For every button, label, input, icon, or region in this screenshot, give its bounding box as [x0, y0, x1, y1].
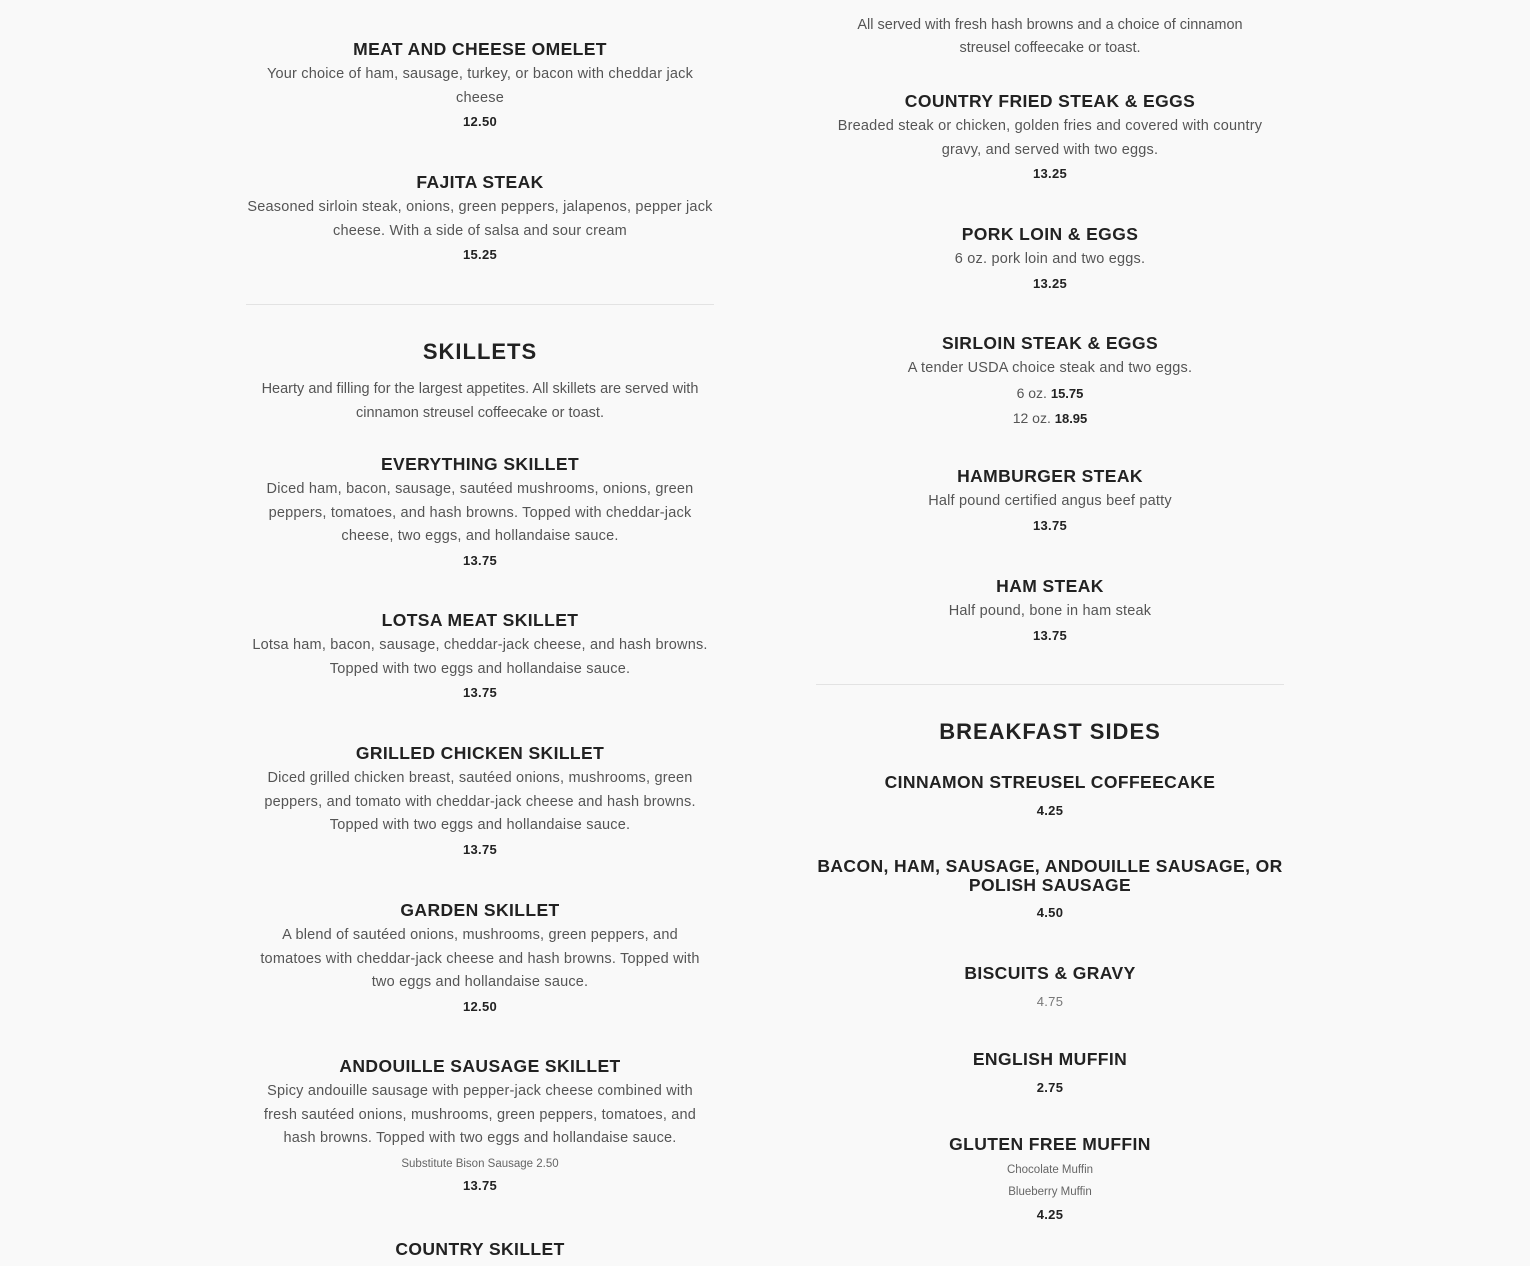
item-price: 4.50 [1036, 905, 1064, 920]
item-name: GRILLED CHICKEN SKILLET [355, 743, 605, 763]
item-description: Lotsa ham, bacon, sausage, cheddar-jack cheese, and hash browns. Topped with two eggs and hollandaise sauce. [252, 637, 708, 677]
item-description: Your choice of ham, sausage, turkey, or bacon with cheddar jack cheese [266, 66, 694, 106]
size-label: 12 oz. [1012, 409, 1051, 426]
item-description: Seasoned sirloin steak, onions, green peppers, jalapenos, pepper jack cheese. With a side of salsa and sour cream [247, 199, 713, 239]
menu-item [246, 171, 714, 265]
menu-item [816, 223, 1284, 294]
item-price: 2.75 [1036, 1080, 1064, 1095]
menu-item [246, 609, 714, 703]
menu-item [816, 1133, 1284, 1225]
item-name: COUNTRY FRIED STEAK & EGGS [904, 91, 1196, 111]
item-price: 15.25 [462, 247, 498, 262]
item-name: HAMBURGER STEAK [957, 466, 1143, 486]
item-description: A blend of sautéed onions, mushrooms, green peppers, and tomatoes with cheddar-jack cheese and hash browns. Topped with two eggs and hollandaise sauce. [260, 927, 700, 990]
item-description: Diced ham, bacon, sausage, sautéed mushrooms, onions, green peppers, tomatoes, and hash browns. Topped with cheddar-jack cheese, two eggs, and hollandaise sauce. [266, 481, 694, 544]
item-option: Blueberry Muffin [1008, 1186, 1092, 1198]
item-price: 4.25 [1036, 1207, 1064, 1222]
item-price: 13.75 [1032, 627, 1068, 643]
menu-item [246, 742, 714, 860]
menu-item [816, 962, 1284, 1012]
section-header [816, 719, 1284, 745]
item-price: 13.75 [1032, 517, 1068, 533]
item-name: BACON, HAM, SAUSAGE, ANDOUILLE SAUSAGE, OR POLISH SAUSAGE [817, 856, 1283, 895]
item-name: MEAT AND CHEESE OMELET [353, 39, 607, 59]
item-price: 13.25 [1032, 166, 1068, 181]
item-description: 6 oz. pork loin and two eggs. [954, 251, 1146, 267]
item-name: FAJITA STEAK [416, 172, 544, 192]
item-price: 4.25 [1036, 803, 1064, 818]
size-label: 6 oz. [1016, 384, 1047, 401]
menu-item [246, 38, 714, 132]
item-name: ANDOUILLE SAUSAGE SKILLET [339, 1056, 621, 1076]
section-description: Hearty and filling for the largest appetites. All skillets are served with cinnamon streusel coffeecake or toast. [261, 381, 699, 421]
item-price: 13.75 [462, 552, 498, 568]
item-price: 4.75 [1036, 994, 1064, 1009]
item-price: 12.50 [462, 998, 498, 1014]
item-description: Breaded steak or chicken, golden fries and covered with country gravy, and served with two eggs. [837, 118, 1263, 158]
item-name: HAM STEAK [996, 576, 1104, 596]
item-name: COUNTRY SKILLET [395, 1239, 565, 1259]
item-name: EVERYTHING SKILLET [380, 454, 580, 474]
item-price: 13.75 [462, 685, 498, 700]
menu-item [816, 332, 1284, 431]
menu-item [816, 857, 1284, 923]
item-note: Substitute Bison Sausage 2.50 [401, 1157, 559, 1170]
item-name: BISCUITS & GRAVY [964, 963, 1136, 983]
menu-item [816, 465, 1284, 536]
menu-item [246, 453, 714, 571]
category-intro: All served with fresh hash browns and a choice of cinnamon streusel coffeecake or toast. [857, 17, 1243, 56]
menu-item [246, 899, 714, 1017]
section-title: BREAKFAST SIDES [939, 719, 1161, 744]
item-name: LOTSA MEAT SKILLET [381, 610, 579, 630]
menu-item [816, 90, 1284, 184]
item-price: 15.75 [1050, 385, 1084, 401]
menu-item [816, 1048, 1284, 1098]
section-header [246, 339, 714, 425]
item-price: 13.25 [1032, 275, 1068, 291]
item-price: 12.50 [462, 114, 498, 129]
menu-item [246, 1055, 714, 1196]
menu-item [816, 771, 1284, 821]
section-title: SKILLETS [422, 339, 538, 364]
item-name: GLUTEN FREE MUFFIN [949, 1134, 1151, 1154]
item-name: PORK LOIN & EGGS [961, 224, 1139, 244]
item-price: 18.95 [1054, 410, 1088, 426]
size-price-line [816, 381, 1284, 406]
item-description: Diced grilled chicken breast, sautéed onions, mushrooms, green peppers, and tomato with cheddar-jack cheese and hash browns. Topped with two eggs and hollandaise sauce. [264, 770, 696, 833]
item-option: Chocolate Muffin [1006, 1164, 1094, 1176]
section-divider [816, 684, 1284, 685]
size-price-line [816, 406, 1284, 431]
item-description: Spicy andouille sausage with pepper-jack cheese combined with fresh sautéed onions, mushrooms, green peppers, tomatoes, and hash browns. Topped with two eggs and hollandaise sauce. [263, 1083, 697, 1146]
item-name: ENGLISH MUFFIN [972, 1049, 1128, 1069]
menu-item [816, 575, 1284, 646]
item-description: Half pound, bone in ham steak [948, 603, 1152, 619]
item-description: A tender USDA choice steak and two eggs. [907, 360, 1193, 376]
menu-item [246, 1238, 714, 1260]
item-name: SIRLOIN STEAK & EGGS [941, 333, 1159, 353]
item-name: CINNAMON STREUSEL COFFEECAKE [884, 772, 1216, 792]
section-divider [246, 304, 714, 305]
item-description: Half pound certified angus beef patty [928, 493, 1172, 509]
item-price: 13.75 [462, 1177, 498, 1193]
item-name: GARDEN SKILLET [400, 900, 560, 920]
item-price: 13.75 [462, 841, 498, 857]
